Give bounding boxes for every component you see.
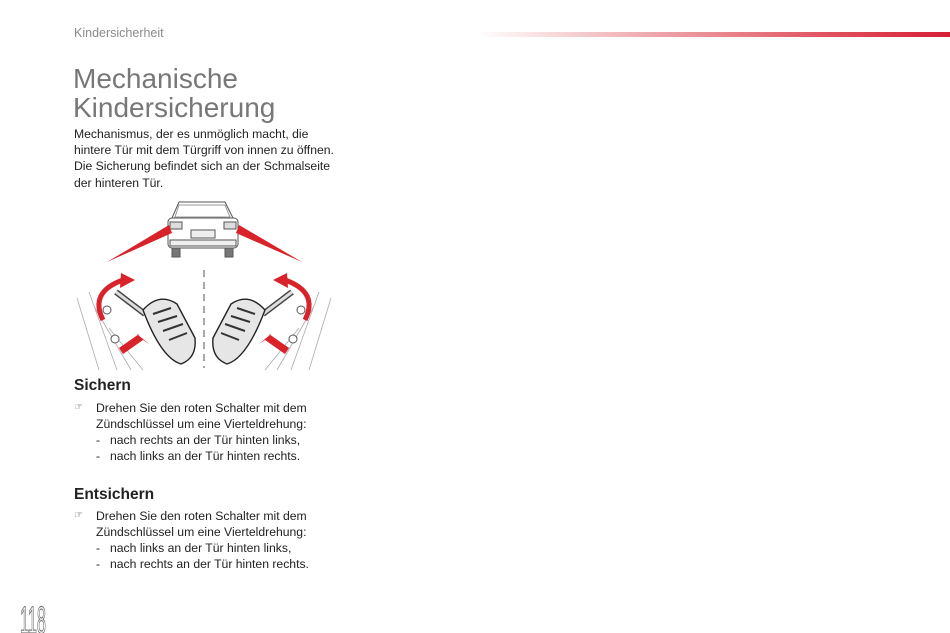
list-item-text: nach links an der Tür hinten rechts. xyxy=(110,449,301,463)
list-item-text: nach links an der Tür hinten links, xyxy=(110,541,292,555)
child-lock-illustration xyxy=(73,196,335,372)
list-item-text: nach rechts an der Tür hinten rechts. xyxy=(110,557,309,571)
title-line-2: Kindersicherung xyxy=(73,92,276,123)
right-key-icon xyxy=(213,292,305,364)
intro-text: Mechanismus, der es unmöglich macht, die hintere Tür mit dem Türgriff von innen zu öffnen. Die Sicherung befindet sich an der Schmalseite der hinteren Tür. xyxy=(74,127,334,190)
red-arrow-right xyxy=(236,225,302,262)
sichern-instructions xyxy=(74,400,344,464)
sichern-heading: Sichern xyxy=(74,377,131,394)
page-title xyxy=(73,64,373,122)
list-item: - nach links an der Tür hinten rechts. xyxy=(96,449,301,463)
entsichern-instructions xyxy=(74,508,344,572)
header-accent-bar xyxy=(478,32,950,37)
list-item: - nach links an der Tür hinten links, xyxy=(96,541,292,555)
car-rear-icon xyxy=(168,202,238,257)
push-arrow-left xyxy=(119,334,149,354)
list-item-text: nach rechts an der Tür hinten links, xyxy=(110,433,301,447)
sichern-bullet-text: Drehen Sie den roten Schalter mit dem Zündschlüssel um eine Vierteldrehung: xyxy=(96,401,307,431)
red-arrow-left xyxy=(107,225,172,262)
rotate-arrow-right xyxy=(285,280,309,320)
list-item: - nach rechts an der Tür hinten links, xyxy=(96,433,301,447)
left-key-icon xyxy=(103,292,195,364)
rotate-arrow-left xyxy=(99,280,123,320)
list-item: - nach rechts an der Tür hinten rechts. xyxy=(96,557,309,571)
section-header: Kindersicherheit xyxy=(74,26,164,40)
pointer-hand-icon: ☞ xyxy=(74,510,83,521)
entsichern-heading: Entsichern xyxy=(74,486,155,503)
page-number-text: 118 xyxy=(20,600,46,633)
title-line-1: Mechanische xyxy=(73,63,238,94)
push-arrow-right xyxy=(259,334,289,354)
sichern-bullet xyxy=(74,400,344,432)
entsichern-bullet xyxy=(74,508,344,540)
page-number xyxy=(20,600,46,633)
entsichern-bullet-text: Drehen Sie den roten Schalter mit dem Zündschlüssel um eine Vierteldrehung: xyxy=(96,509,307,539)
pointer-hand-icon: ☞ xyxy=(74,402,83,413)
